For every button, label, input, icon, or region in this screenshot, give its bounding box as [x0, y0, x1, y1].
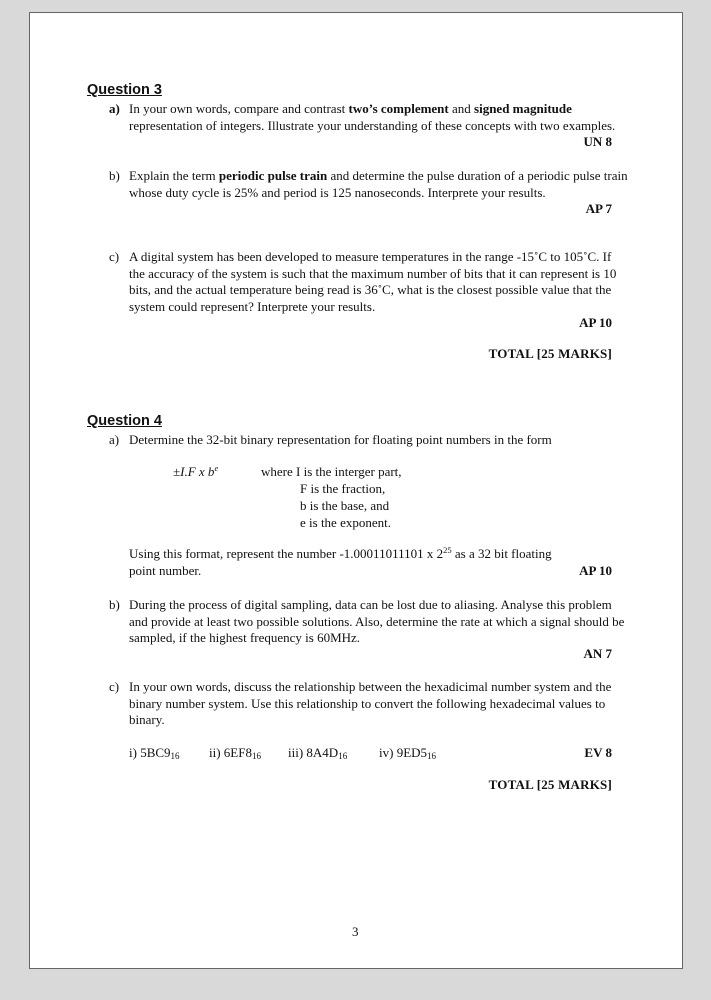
- q4a-mark: AP 10: [579, 563, 612, 578]
- q4c-item-1: i) $5BC9_{16}$: [129, 745, 180, 761]
- question-4-title: Question 4: [87, 413, 162, 429]
- q3c-mark: AP 10: [579, 315, 612, 330]
- q4a-text: Determine the 32-bit binary representation for floating point numbers in the form: [129, 432, 552, 447]
- q4c-mark: EV 8: [584, 745, 612, 760]
- q4a-label: a): [109, 432, 120, 447]
- q4-total: TOTAL [25 MARKS]: [488, 777, 612, 792]
- q4a-where-base: b is the base, and: [300, 498, 390, 513]
- q4c-text: In your own words, discuss the relationship between the hexadicimal number system and the binary number system. Use this relationship to convert the following hexadecimal values to binary.: [129, 679, 612, 727]
- exam-page: [29, 12, 683, 969]
- q4b-label: b): [109, 597, 120, 612]
- q4a-where-exponent: e is the exponent.: [300, 515, 391, 530]
- q3c-text: A digital system has been developed to measure temperatures in the range -15˚C to 105˚C. If the accuracy of the system is such that the maximum number of bits that it can represent is 10 bits, and the actual temperature being read is 36˚C, what is the closest possible value that the system could represent? Interprete your results.: [129, 249, 617, 314]
- q3c-label: c): [109, 249, 120, 264]
- q3a-text: In your own words, compare and contrast two’s complement and signed magnitude representation of integers. Illustrate your understanding of these concepts with two examples.: [129, 101, 616, 133]
- q3b-text: Explain the term periodic pulse train and determine the pulse duration of a periodic pulse train whose duty cycle is 25% and period is 125 nanoseconds. Interprete your results.: [129, 168, 628, 200]
- q4a-formula: ±I.F x $b^e$: [173, 463, 219, 479]
- q4a-where-integer: where I is the interger part,: [261, 464, 402, 479]
- q4c-label: c): [109, 679, 120, 694]
- question-3-title: Question 3: [87, 82, 162, 98]
- q4b-text: During the process of digital sampling, data can be lost due to aliasing. Analyse this problem and provide at least two possible solutions. Also, determine the rate at which a signal should be sampled, if the highest frequency is 60MHz.: [129, 597, 625, 645]
- q3b-mark: AP 7: [585, 201, 612, 216]
- q4b-mark: AN 7: [583, 646, 612, 661]
- q4a-using-line1: Using this format, represent the number -1.00011011101 x $2^{25}$ as a 32 bit floating: [129, 545, 552, 561]
- q3a-label: a): [109, 101, 120, 116]
- q4c-item-2: ii) $6EF8_{16}$: [209, 745, 261, 761]
- q4a-using-line2: point number.: [129, 563, 202, 578]
- q3a-mark: UN 8: [583, 134, 612, 149]
- q3-total: TOTAL [25 MARKS]: [488, 346, 612, 361]
- q4a-where-fraction: F is the fraction,: [300, 481, 386, 496]
- page-number: 3: [352, 924, 359, 939]
- q4c-item-3: iii) $8A4D_{16}$: [288, 745, 348, 761]
- q3b-label: b): [109, 168, 120, 183]
- q4c-item-4: iv) $9ED5_{16}$: [379, 745, 437, 761]
